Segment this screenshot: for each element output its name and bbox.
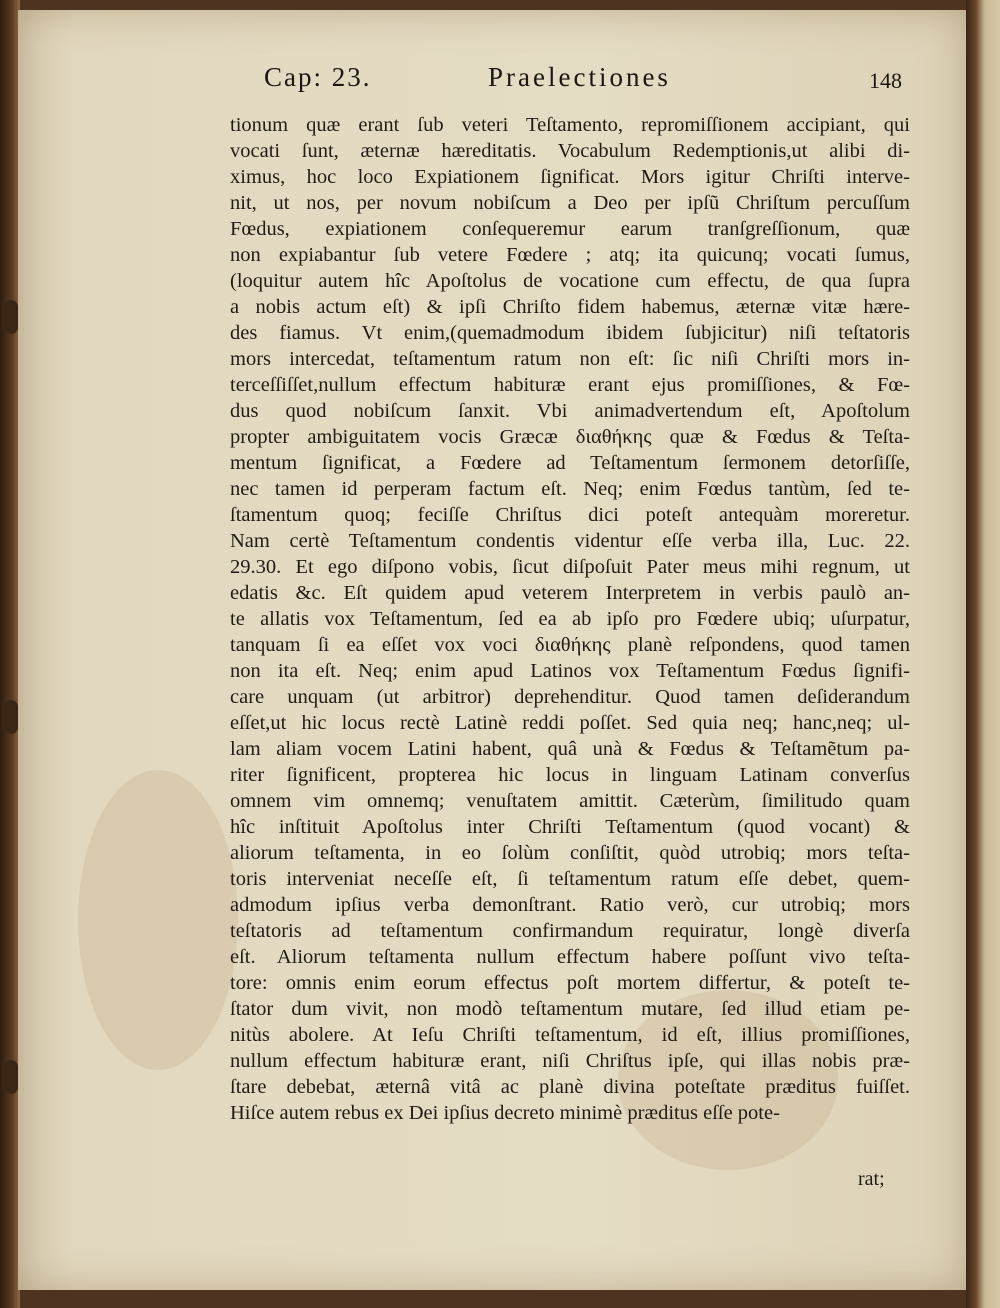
catchword: rat; bbox=[858, 1168, 885, 1190]
binding-hole bbox=[4, 1060, 18, 1094]
text-line: non ita eſt. Neq; enim apud Latinos vox Teſtamentum Fœdus ſignifi- bbox=[230, 660, 910, 682]
text-line: tore: omnis enim eorum effectus poſt mortem differtur, & poteſt te- bbox=[230, 972, 910, 994]
text-line: nitùs abolere. At Ieſu Chriſti teſtamentum, id eſt, illius promiſſiones, bbox=[230, 1024, 910, 1046]
text-line: nullum effectum habituræ erant, niſi Chriſtus ipſe, qui illas nobis præ- bbox=[230, 1050, 910, 1072]
chapter-label: Cap: 23. bbox=[264, 62, 372, 92]
text-line: nit, ut nos, per novum nobiſcum a Deo per ipſũ Chriſtum percuſſum bbox=[230, 192, 910, 214]
text-line: ximus, hoc loco Expiationem ſignificat. Mors igitur Chriſti interve- bbox=[230, 166, 910, 188]
text-line: ſtare debebat, æternâ vitâ ac planè divina poteſtate præditus fuiſſet. bbox=[230, 1076, 910, 1098]
text-line: 29.30. Et ego diſpono vobis, ſicut diſpoſuit Pater meus mihi regnum, ut bbox=[230, 556, 910, 578]
text-line: tionum quæ erant ſub veteri Teſtamento, repromiſſionem accipiant, qui bbox=[230, 114, 910, 136]
text-line: teſtatoris ad teſtamentum confirmandum requiratur, longè diverſa bbox=[230, 920, 910, 942]
text-line: (loquitur autem hîc Apoſtolus de vocatione cum effectu, de qua ſupra bbox=[230, 270, 910, 292]
text-line: ſtamentum quoq; feciſſe Chriſtus dici poteſt antequàm moreretur. bbox=[230, 504, 910, 526]
text-line: te allatis vox Teſtamentum, ſed ea ab ipſo pro Fœdere ubiq; uſurpatur, bbox=[230, 608, 910, 630]
text-line: Nam certè Teſtamentum condentis videntur eſſe verba illa, Luc. 22. bbox=[230, 530, 910, 552]
text-line: eſſet,ut hic locus rectè Latinè reddi poſſet. Sed quia neq; hanc,neq; ul- bbox=[230, 712, 910, 734]
text-line: hîc inſtituit Apoſtolus inter Chriſti Teſtamentum (quod vocant) & bbox=[230, 816, 910, 838]
text-line: dus quod nobiſcum ſanxit. Vbi animadvertendum eſt, Apoſtolum bbox=[230, 400, 910, 422]
text-line: nec tamen id perperam factum eſt. Neq; enim Fœdus tantùm, ſed te- bbox=[230, 478, 910, 500]
text-line: non expiabantur ſub vetere Fœdere ; atq; ita quicunq; vocati ſumus, bbox=[230, 244, 910, 266]
text-line: toris interveniat neceſſe eſt, ſi teſtamentum ratum eſſe debet, quem- bbox=[230, 868, 910, 890]
text-line: des fiamus. Vt enim,(quemadmodum ibidem ſubjicitur) niſi teſtatoris bbox=[230, 322, 910, 344]
body-text bbox=[230, 112, 910, 1126]
binding-hole bbox=[4, 700, 18, 734]
text-line: tanquam ſi ea eſſet vox voci διαθήκης planè reſpondens, quod tamen bbox=[230, 634, 910, 656]
text-line: aliorum teſtamenta, in eo ſolùm conſiſtit, quòd utrobiq; mors teſta- bbox=[230, 842, 910, 864]
text-line: Hiſce autem rebus ex Dei ipſius decreto minimè præditus eſſe pote- bbox=[230, 1102, 780, 1124]
text-line: edatis &c. Eſt quidem apud veterem Interpretem in verbis paulò an- bbox=[230, 582, 910, 604]
text-line: lam aliam vocem Latini habent, quâ unà & Fœdus & Teſtamẽtum pa- bbox=[230, 738, 910, 760]
next-page-edge bbox=[966, 0, 1000, 1308]
text-line: mors intercedat, teſtamentum ratum non eſt: ſic niſi Chriſti mors in- bbox=[230, 348, 910, 370]
text-line: care unquam (ut arbitror) deprehenditur. Quod tamen deſiderandum bbox=[230, 686, 910, 708]
text-line: ſtator dum vivit, non modò teſtamentum mutare, ſed illud etiam pe- bbox=[230, 998, 910, 1020]
text-line: admodum ipſius verba demonſtrant. Ratio verò, cur utrobiq; mors bbox=[230, 894, 910, 916]
running-header bbox=[248, 62, 908, 102]
text-line: mentum ſignificat, a Fœdere ad Teſtamentum ſermonem detorſiſſe, bbox=[230, 452, 910, 474]
page-number: 148 bbox=[869, 68, 902, 93]
running-title: Praelectiones bbox=[488, 62, 671, 92]
text-line: riter ſignificent, propterea hic locus in linguam Latinam converſus bbox=[230, 764, 910, 786]
text-line: terceſſiſſet,nullum effectum habituræ erant ejus promiſſiones, & Fœ- bbox=[230, 374, 910, 396]
book-spine-edge bbox=[0, 0, 20, 1308]
text-line: vocati ſunt, æternæ hæreditatis. Vocabulum Redemptionis,ut alibi di- bbox=[230, 140, 910, 162]
binding-hole bbox=[4, 300, 18, 334]
paper-stain bbox=[78, 770, 238, 1070]
text-line: propter ambiguitatem vocis Græcæ διαθήκης quæ & Fœdus & Teſta- bbox=[230, 426, 910, 448]
text-line: eſt. Aliorum teſtamenta nullum effectum habere poſſunt vivo teſta- bbox=[230, 946, 910, 968]
text-line: a nobis actum eſt) & ipſi Chriſto fidem habemus, æternæ vitæ hære- bbox=[230, 296, 910, 318]
text-line: omnem vim omnemq; venuſtatem amittit. Cæterùm, ſimilitudo quam bbox=[230, 790, 910, 812]
text-line: Fœdus, expiationem conſequeremur earum tranſgreſſionum, quæ bbox=[230, 218, 910, 240]
